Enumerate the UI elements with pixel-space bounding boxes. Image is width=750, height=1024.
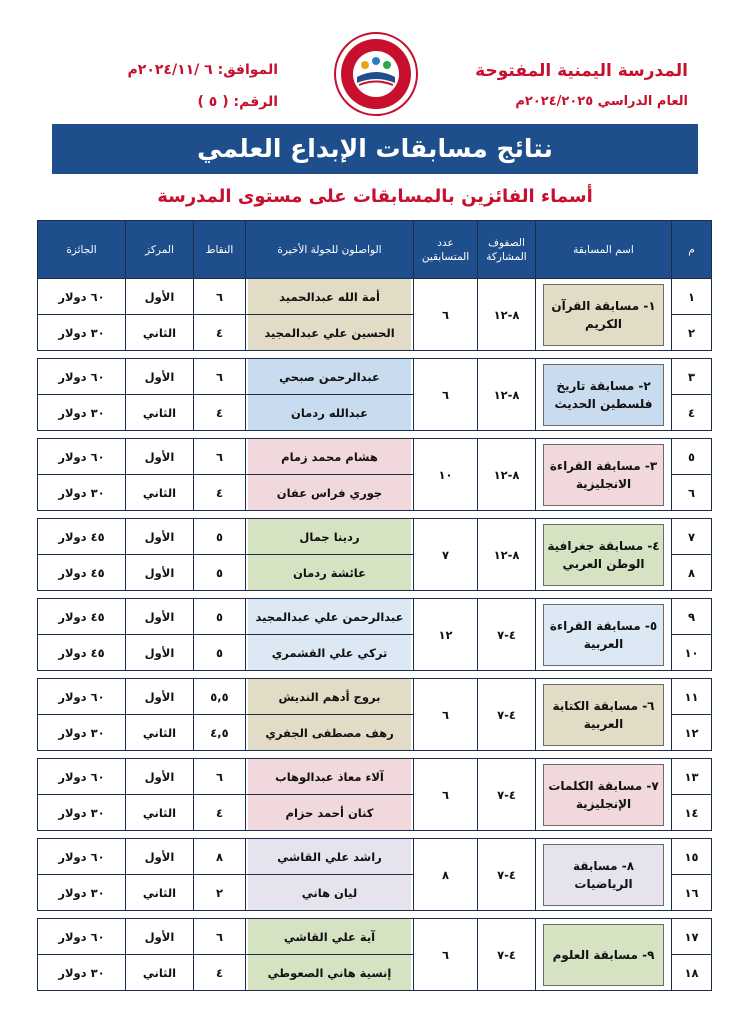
count-cell: ٦ [414,919,478,991]
competition-name: ٣- مسابقة القراءة الانجليزية [543,444,664,506]
competition-name: ٢- مسابقة تاريخ فلسطين الحديث [543,364,664,426]
finalist-name: عبدالرحمن علي عبدالمجيد [248,599,411,634]
finalist-cell [246,359,414,395]
row-number: ٧ [672,519,712,555]
group-gap [38,671,712,679]
document-number: الرقم: ( ٥ ) [197,94,278,110]
finalist-name: راشد علي القاشي [248,839,411,874]
finalist-cell [246,839,414,875]
row-number: ١٣ [672,759,712,795]
grades-cell: ٤-٧ [478,759,536,831]
school-name: المدرسة اليمنية المفتوحة [475,61,688,81]
group-gap [38,831,712,839]
document-date: الموافق: ٦ /٢٠٢٤/١١م [127,62,278,78]
group-gap [38,591,712,599]
gap-cell [38,351,712,359]
document-info [88,58,278,114]
grades-cell: ٤-٧ [478,919,536,991]
finalist-cell [246,919,414,955]
gap-cell [38,591,712,599]
gap-cell [38,431,712,439]
row-number: ١ [672,279,712,315]
finalist-cell [246,759,414,795]
competition-name: ٩- مسابقة العلوم [543,924,664,986]
points-cell: ٥ [194,519,246,555]
points-cell: ٥ [194,635,246,671]
competition-cell [536,519,672,591]
count-cell: ١٢ [414,599,478,671]
header-count: عدد المتسابقين [414,221,478,279]
finalist-name: ردينا جمال [248,519,411,554]
competition-cell [536,599,672,671]
group-gap [38,911,712,919]
rank-cell: الثاني [126,955,194,991]
prize-cell: ٤٥ دولار [38,599,126,635]
table-row [38,439,712,475]
table-row [38,919,712,955]
rank-cell: الأول [126,679,194,715]
header-points: النقاط [194,221,246,279]
table-row [38,679,712,715]
points-cell: ٨ [194,839,246,875]
prize-cell: ٦٠ دولار [38,839,126,875]
header-grades: الصفوف المشاركة [478,221,536,279]
grades-cell: ٨-١٢ [478,439,536,511]
points-cell: ٤ [194,475,246,511]
points-cell: ٤ [194,315,246,351]
header-prize: الجائزة [38,221,126,279]
finalist-cell [246,475,414,511]
prize-cell: ٣٠ دولار [38,795,126,831]
finalist-name: أمة الله عبدالحميد [248,279,411,314]
group-gap [38,511,712,519]
prize-cell: ٦٠ دولار [38,919,126,955]
grades-cell: ٨-١٢ [478,279,536,351]
points-cell: ٦ [194,359,246,395]
grades-cell: ٤-٧ [478,839,536,911]
competition-name: ١- مسابقة القرآن الكريم [543,284,664,346]
row-number: ١٠ [672,635,712,671]
row-number: ١٥ [672,839,712,875]
finalist-name: كنان أحمد حزام [248,795,411,830]
gap-cell [38,671,712,679]
header-competition: اسم المسابقة [536,221,672,279]
rank-cell: الأول [126,919,194,955]
finalist-cell [246,679,414,715]
finalist-cell [246,279,414,315]
rank-cell: الثاني [126,315,194,351]
row-number: ١٨ [672,955,712,991]
rank-cell: الأول [126,359,194,395]
points-cell: ٦ [194,439,246,475]
count-cell: ١٠ [414,439,478,511]
points-cell: ٤ [194,395,246,431]
points-cell: ٦ [194,919,246,955]
header-finalists: الواصلون للجولة الأخيرة [246,221,414,279]
table-row [38,279,712,315]
rank-cell: الأول [126,519,194,555]
academic-year: العام الدراسي ٢٠٢٤/٢٠٢٥م [515,94,688,109]
group-gap [38,751,712,759]
points-cell: ٥ [194,555,246,591]
grades-cell: ٤-٧ [478,599,536,671]
header-rank: المركز [126,221,194,279]
prize-cell: ٣٠ دولار [38,875,126,911]
count-cell: ٦ [414,359,478,431]
grades-cell: ٨-١٢ [478,519,536,591]
competition-cell [536,359,672,431]
rank-cell: الأول [126,839,194,875]
row-number: ١٤ [672,795,712,831]
row-number: ٢ [672,315,712,351]
prize-cell: ٣٠ دولار [38,955,126,991]
finalist-cell [246,395,414,431]
finalist-name: عبدالله ردمان [248,395,411,430]
points-cell: ٢ [194,875,246,911]
header-num: م [672,221,712,279]
points-cell: ٥,٥ [194,679,246,715]
rank-cell: الأول [126,439,194,475]
table-row [38,759,712,795]
prize-cell: ٣٠ دولار [38,395,126,431]
points-cell: ٦ [194,279,246,315]
finalist-name: آية علي القاشي [248,919,411,954]
finalist-cell [246,635,414,671]
table-header-row [38,221,712,279]
row-number: ٦ [672,475,712,511]
rank-cell: الثاني [126,875,194,911]
row-number: ١٧ [672,919,712,955]
count-cell: ٦ [414,279,478,351]
table-row [38,599,712,635]
finalist-name: عبدالرحمن صبحي [248,359,411,394]
finalist-name: إنسية هاني الصعوطي [248,955,411,990]
table-row [38,839,712,875]
competition-cell [536,279,672,351]
competition-cell [536,919,672,991]
points-cell: ٥ [194,599,246,635]
competition-cell [536,839,672,911]
finalist-name: عائشة ردمان [248,555,411,590]
row-number: ٥ [672,439,712,475]
page-title: نتائج مسابقات الإبداع العلمي [52,124,698,174]
row-number: ٨ [672,555,712,591]
finalist-cell [246,439,414,475]
competition-cell [536,759,672,831]
group-gap [38,431,712,439]
prize-cell: ٤٥ دولار [38,519,126,555]
gap-cell [38,751,712,759]
rank-cell: الأول [126,555,194,591]
prize-cell: ٦٠ دولار [38,279,126,315]
prize-cell: ٦٠ دولار [38,679,126,715]
competition-cell [536,439,672,511]
points-cell: ٤ [194,955,246,991]
count-cell: ٧ [414,519,478,591]
count-cell: ٨ [414,839,478,911]
prize-cell: ٤٥ دولار [38,555,126,591]
page-subtitle: أسماء الفائزين بالمسابقات على مستوى المدرسة [157,186,593,207]
finalist-name: بروج أدهم النديش [248,679,411,714]
group-gap [38,351,712,359]
row-number: ١٢ [672,715,712,751]
row-number: ١١ [672,679,712,715]
points-cell: ٦ [194,759,246,795]
finalist-cell [246,795,414,831]
rank-cell: الأول [126,279,194,315]
row-number: ١٦ [672,875,712,911]
finalist-name: هشام محمد زمام [248,439,411,474]
competition-cell [536,679,672,751]
finalist-cell [246,875,414,911]
rank-cell: الأول [126,759,194,795]
row-number: ٤ [672,395,712,431]
competition-name: ٨- مسابقة الرياضيات [543,844,664,906]
prize-cell: ٣٠ دولار [38,315,126,351]
gap-cell [38,511,712,519]
prize-cell: ٦٠ دولار [38,359,126,395]
points-cell: ٤ [194,795,246,831]
finalist-name: جوري فراس عفان [248,475,411,510]
competition-name: ٧- مسابقة الكلمات الإنجليزية [543,764,664,826]
grades-cell: ٨-١٢ [478,359,536,431]
finalist-name: تركي علي القشمري [248,635,411,670]
prize-cell: ٣٠ دولار [38,715,126,751]
school-header [448,58,688,112]
prize-cell: ٦٠ دولار [38,759,126,795]
competition-name: ٥- مسابقة القراءة العربية [543,604,664,666]
prize-cell: ٤٥ دولار [38,635,126,671]
finalist-cell [246,555,414,591]
rank-cell: الأول [126,635,194,671]
count-cell: ٦ [414,759,478,831]
table-row [38,519,712,555]
count-cell: ٦ [414,679,478,751]
finalist-cell [246,715,414,751]
competition-name: ٤- مسابقة جغرافية الوطن العربي [543,524,664,586]
school-logo [331,31,421,117]
row-number: ٩ [672,599,712,635]
prize-cell: ٦٠ دولار [38,439,126,475]
gap-cell [38,831,712,839]
finalist-name: الحسين علي عبدالمجيد [248,315,411,350]
finalist-cell [246,519,414,555]
prize-cell: ٣٠ دولار [38,475,126,511]
rank-cell: الأول [126,599,194,635]
rank-cell: الثاني [126,795,194,831]
gap-cell [38,911,712,919]
finalist-name: رهف مصطفى الجفري [248,715,411,750]
results-table [37,220,712,991]
points-cell: ٤,٥ [194,715,246,751]
row-number: ٣ [672,359,712,395]
grades-cell: ٤-٧ [478,679,536,751]
table-row [38,359,712,395]
rank-cell: الثاني [126,475,194,511]
rank-cell: الثاني [126,715,194,751]
results-body [38,279,712,991]
competition-name: ٦- مسابقة الكتابة العربية [543,684,664,746]
finalist-cell [246,955,414,991]
finalist-name: ليان هاني [248,875,411,910]
finalist-name: آلاء معاذ عبدالوهاب [248,759,411,794]
finalist-cell [246,599,414,635]
rank-cell: الثاني [126,395,194,431]
finalist-cell [246,315,414,351]
